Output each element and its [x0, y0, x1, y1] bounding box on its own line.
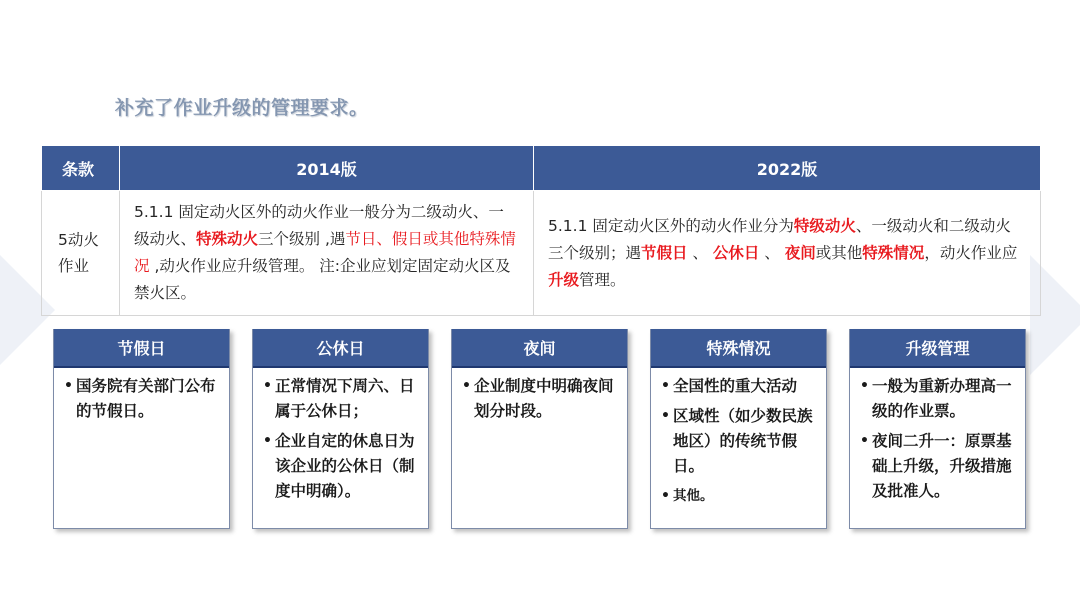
card-night [451, 329, 628, 529]
text-2022-part4: 、 [759, 243, 785, 262]
card-bullet: • 一般为重新办理高一级的作业票。 [860, 374, 1015, 424]
highlight-upgrade: 升级 [548, 270, 580, 289]
card-holiday [53, 329, 230, 529]
highlight-rest-day: 公休日 [712, 243, 760, 262]
text-2014-part1: 5.1.1 固定动火区外的动火作业一般分为二级动火、一级动火、 [134, 203, 504, 248]
text-2022-part3: 、 [687, 243, 713, 262]
card-bullet: • 企业制度中明确夜间划分时段。 [462, 374, 617, 424]
card-title: 夜间 [452, 329, 627, 368]
highlight-festival: 节假日 [641, 243, 688, 262]
highlight-special-case: 特殊情况 [862, 243, 925, 262]
definition-cards [53, 329, 1028, 529]
cell-2014 [120, 191, 534, 316]
card-bullet: • 其他。 [661, 484, 816, 509]
card-rest-day [252, 329, 429, 529]
text-2022-part7: 管理。 [579, 270, 626, 289]
card-title: 特殊情况 [651, 329, 826, 368]
header-2022: 2022版 [534, 146, 1041, 191]
highlight-holidays: 节日、假日或其他特殊情况 [134, 230, 516, 275]
text-2022-part6: ，动火作业应 [924, 243, 1018, 262]
header-clause: 条款 [42, 146, 120, 191]
card-bullet: • 全国性的重大活动 [661, 374, 816, 399]
text-2022-part5: 或其他 [815, 243, 863, 262]
highlight-night: 夜间 [784, 243, 816, 262]
header-2014: 2014版 [120, 146, 534, 191]
text-2022-part1: 5.1.1 固定动火区外的动火作业分为 [548, 216, 794, 235]
cell-2022 [534, 191, 1041, 316]
table-header-row [42, 146, 1041, 191]
card-bullet: • 区域性（如少数民族地区）的传统节假日。 [661, 404, 816, 479]
card-upgrade-management [849, 329, 1026, 529]
card-title: 升级管理 [850, 329, 1025, 368]
card-title: 公休日 [253, 329, 428, 368]
text-2014-part3: ,动火作业应升级管理。 注:企业应划定固定动火区及禁火区。 [134, 257, 511, 302]
card-bullet: • 夜间二升一：原票基础上升级，升级措施及批准人。 [860, 429, 1015, 504]
comparison-table [41, 145, 1041, 316]
highlight-special-fire: 特殊动火 [196, 230, 259, 248]
text-2014-part2: 三个级别 ,遇 [258, 230, 346, 248]
slide-subtitle: 补充了作业升级的管理要求。 [115, 97, 369, 119]
card-special-case [650, 329, 827, 529]
highlight-special-level: 特级动火 [793, 216, 856, 235]
card-bullet: • 国务院有关部门公布的节假日。 [64, 374, 219, 424]
card-bullet: • 正常情况下周六、日属于公休日； [263, 374, 418, 424]
card-bullet: • 企业自定的休息日为该企业的公休日（制度中明确）。 [263, 429, 418, 504]
text-2022-part2: 、一级动火和二级动火三个级别；遇 [548, 216, 1011, 262]
cell-clause: 5动火作业 [42, 191, 120, 316]
card-title: 节假日 [54, 329, 229, 368]
table-row [42, 191, 1041, 316]
